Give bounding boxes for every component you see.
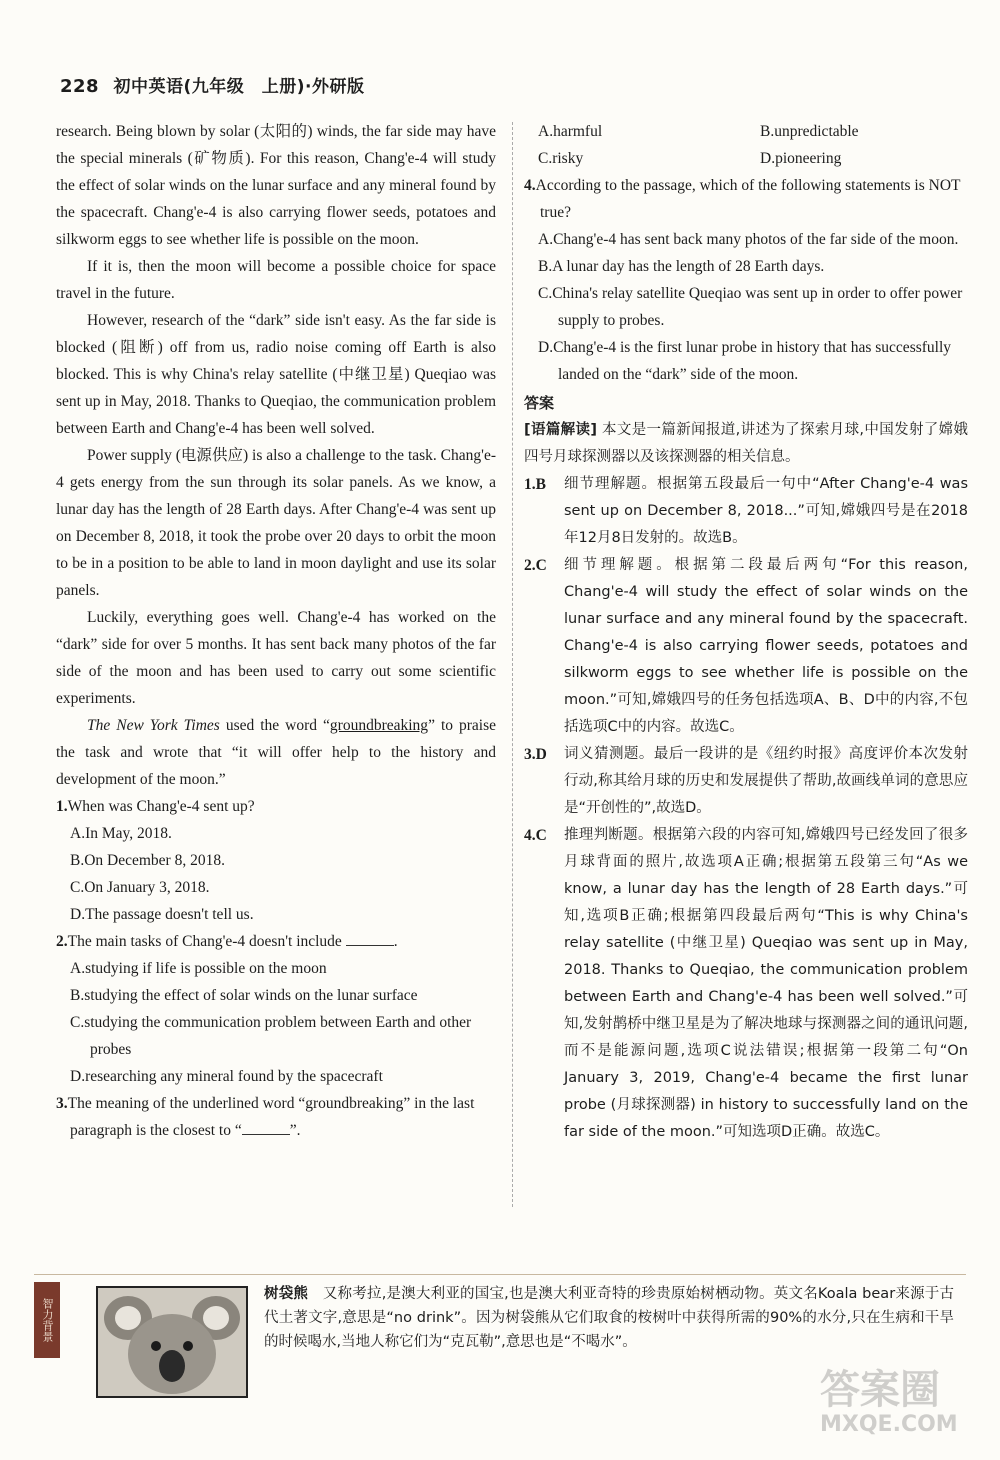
answer-number: 2.C	[524, 557, 547, 574]
option-d: D.pioneering	[760, 150, 842, 167]
note-ribbon: 智力背景	[34, 1282, 60, 1358]
answer-explanation: 推理判断题。根据第六段的内容可知,嫦娥四号已经发回了很多月球背面的照片,故选项A正确;根据第五段第三句“As we know, a lunar day has the length of 28 Earth days.”可知,选项B正确;根据第四段最后两句“This is why China's relay satellite (中继卫星) Queqiao was sent up in May, 2018. Thanks to Queqiao, the communication problem between Earth and Chang'e-4 has been well solved.”可知,发射鹊桥中继卫星是为了解决地球与探测器之间的通讯问题,而不是能源问题,选项C说法错误;根据第一段第二句“On January 3, 2019, Chang'e-4 became the first lunar probe (月球探测器) in history to successfully land on the far side of the moon.”可知选项D正确。故选C。	[564, 827, 968, 1140]
answer-blank	[346, 931, 394, 946]
question-number: 3.	[56, 1095, 68, 1112]
discourse-label: [语篇解读]	[524, 422, 598, 438]
option-d: D.researching any mineral found by the spacecraft	[70, 1068, 383, 1085]
answer-item-2	[524, 552, 968, 741]
question-stem: The meaning of the underlined word “groundbreaking” in the last paragraph is the closest to “	[67, 1095, 475, 1139]
option-d: D.Chang'e-4 is the first lunar probe in history that has successfully landed on the “dark” side of the moon.	[538, 339, 952, 383]
question-1	[56, 793, 496, 928]
option-d: D.The passage doesn't tell us.	[70, 906, 254, 923]
option-b: B.studying the effect of solar winds on the lunar surface	[70, 987, 418, 1004]
option-b: B.On December 8, 2018.	[70, 852, 225, 869]
answer-blank	[242, 1120, 290, 1135]
answer-item-3	[524, 741, 968, 822]
question-stem-end: ”.	[289, 1122, 301, 1139]
answer-explanation: 细节理解题。根据第二段最后两句“For this reason, Chang'e-4 will study the effect of solar winds on the lunar surface and any mineral found by the spacecraft. Chang'e-4 is also carrying flower seeds, potatoes and silkworm eggs to see whether life is possible on the moon.”可知,嫦娥四号的任务包括选项A、B、D中的内容,不包括选项C中的内容。故选C。	[564, 557, 968, 735]
passage-paragraph-1: research. Being blown by solar (太阳的) winds, the far side may have the special minerals (矿物质). For this reason, Chang'e-4 will study the effect of solar winds on the lunar surface and any mineral found by the spacecraft. Chang'e-4 is also carrying flower seeds, potatoes and silkworm eggs to see whether life is possible on the moon.	[56, 123, 496, 248]
watermark-logo: 答案圈	[820, 1367, 940, 1413]
answer-number: 1.B	[524, 476, 546, 493]
option-b: B.A lunar day has the length of 28 Earth days.	[538, 258, 825, 275]
option-c: C.China's relay satellite Queqiao was sent up in order to offer power supply to probes.	[538, 285, 963, 329]
answer-number: 3.D	[524, 746, 547, 763]
option-a: A.studying if life is possible on the moon	[70, 960, 327, 977]
question-4	[524, 172, 968, 388]
note-title: 树袋熊	[264, 1286, 309, 1302]
question-stem-end: .	[393, 933, 398, 950]
option-c: C.risky	[538, 150, 584, 167]
column-divider	[512, 122, 513, 1207]
answer-item-4	[524, 822, 968, 1146]
option-a: A.In May, 2018.	[70, 825, 172, 842]
question-stem: The main tasks of Chang'e-4 doesn't include	[67, 933, 342, 950]
question-2	[56, 928, 496, 1090]
passage-paragraph-6	[56, 712, 496, 793]
passage-paragraph-3: However, research of the “dark” side isn't easy. As the far side is blocked (阻断) off from us, radio noise coming off Earth is also blocked. This is why China's relay satellite (中继卫星) Queqiao was sent up in May, 2018. Thanks to Queqiao, the communication problem between Earth and Chang'e-4 has been well solved.	[56, 312, 496, 437]
option-a: A.harmful	[538, 123, 603, 140]
p6-text-a: used the word “	[219, 717, 330, 734]
p6-text-b: ” to praise the task and wrote that “it will offer help to the history and development of the moon.”	[56, 717, 497, 788]
passage-paragraph-2: If it is, then the moon will become a possible choice for space travel in the future.	[56, 258, 496, 302]
option-b: B.unpredictable	[760, 123, 859, 140]
question-stem: According to the passage, which of the following statements is NOT true?	[535, 177, 961, 221]
book-title: 初中英语(九年级 上册)·外研版	[113, 77, 365, 97]
option-c: C.studying the communication problem between Earth and other probes	[70, 1014, 472, 1058]
page-header	[60, 72, 365, 97]
question-3-stem	[56, 1090, 496, 1144]
source-name: The New York Times	[87, 717, 220, 734]
question-number: 4.	[524, 177, 536, 194]
note-body: 又称考拉,是澳大利亚的国宝,也是澳大利亚奇特的珍贵原始树栖动物。英文名Koala bear来源于古代土著文字,意思是“no drink”。因为树袋熊从它们取食的桉树叶中获得所需的90%的水分,只在生病和干旱的时候喝水,当地人称它们为“克瓦勒”,意思也是“不喝水”。	[264, 1286, 954, 1350]
note-text	[264, 1282, 954, 1354]
answer-item-1	[524, 471, 968, 552]
passage-paragraph-4: Power supply (电源供应) is also a challenge to the task. Chang'e-4 gets energy from the sun through its solar panels. As we know, a lunar day has the length of 28 Earth days. After Chang'e-4 was sent up on December 8, 2018, it took the probe over 20 days to orbit the moon to be in a position to be able to land in moon daylight and use its solar panels.	[56, 447, 496, 599]
discourse-analysis	[524, 417, 968, 471]
discourse-text: 本文是一篇新闻报道,讲述为了探索月球,中国发射了嫦娥四号月球探测器以及该探测器的相关信息。	[524, 422, 968, 465]
question-3-options	[524, 118, 968, 172]
answers-heading: 答案	[524, 394, 555, 412]
question-stem: When was Chang'e-4 sent up?	[67, 798, 255, 815]
option-c: C.On January 3, 2018.	[70, 879, 210, 896]
underlined-word: groundbreaking	[329, 717, 429, 734]
left-column	[56, 118, 496, 1144]
option-a: A.Chang'e-4 has sent back many photos of the far side of the moon.	[538, 231, 959, 248]
koala-illustration	[98, 1288, 246, 1396]
page-number: 228	[60, 76, 100, 97]
koala-photo	[96, 1286, 248, 1398]
answer-explanation: 词义猜测题。最后一段讲的是《纽约时报》高度评价本次发射行动,称其给月球的历史和发展提供了帮助,故画线单词的意思应是“开创性的”,故选D。	[564, 746, 968, 816]
answer-number: 4.C	[524, 827, 547, 844]
question-number: 1.	[56, 798, 68, 815]
watermark	[820, 1368, 958, 1437]
question-number: 2.	[56, 933, 68, 950]
watermark-url: MXQE.COM	[820, 1412, 958, 1437]
answer-explanation: 细节理解题。根据第五段最后一句中“After Chang'e-4 was sent up on December 8, 2018...”可知,嫦娥四号是在2018年12月8日发射的。故选B。	[564, 476, 968, 546]
right-column	[524, 118, 968, 1146]
passage-paragraph-5: Luckily, everything goes well. Chang'e-4 has worked on the “dark” side for over 5 months. It has sent back many photos of the far side of the moon and has been used to carry out some scientific experiments.	[56, 609, 496, 707]
